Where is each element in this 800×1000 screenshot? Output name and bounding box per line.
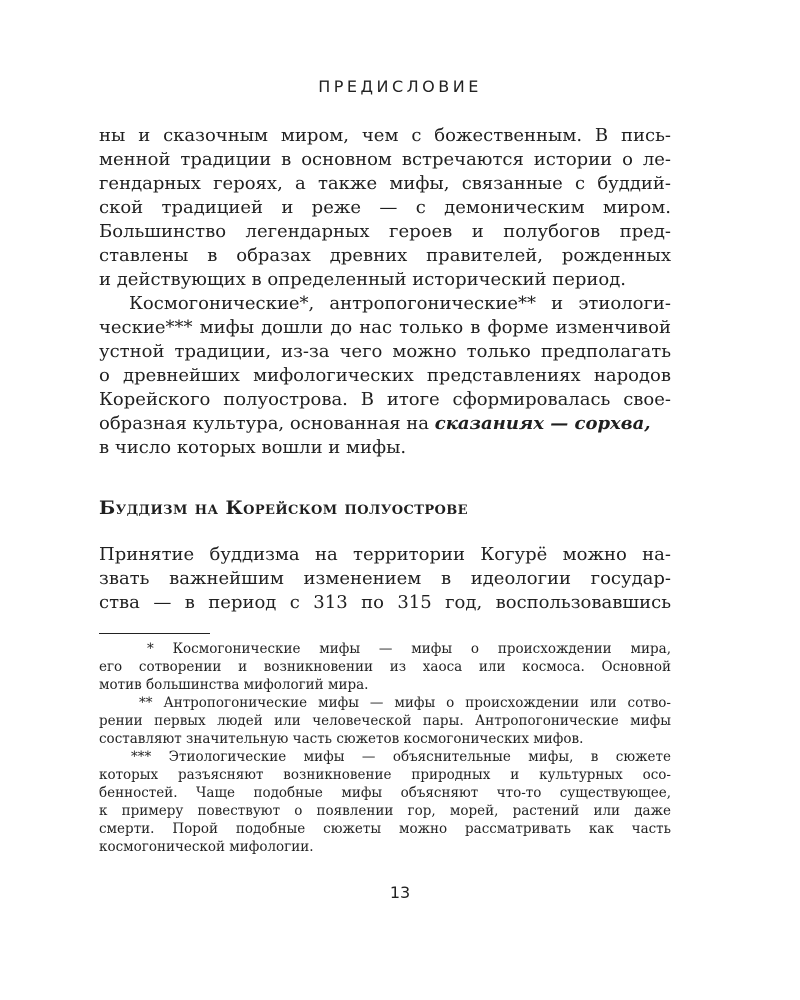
body-line: и действующих в определенный исторический период. [99, 269, 627, 290]
body-line: ческие*** мифы дошли до нас только в форме изменчивой [99, 317, 671, 338]
footnote-line: составляют значительную часть сюжетов космогонических мифов. [99, 731, 584, 747]
footnote-line: *** Этиологические мифы — объяснительные мифы, в сюжете [131, 749, 671, 765]
body-line: менной традиции в основном встречаются истории о ле- [99, 149, 671, 170]
body-line: Принятие буддизма на территории Когурё можно на- [99, 544, 671, 565]
footnote-line: мотив большинства мифологий мира. [99, 677, 369, 693]
footnote-line: смерти. Порой подобные сюжеты можно рассматривать как часть [99, 821, 671, 837]
footnote-line: рении первых людей или человеческой пары. Антропогонические мифы [99, 713, 671, 729]
body-line: Большинство легендарных героев и полубогов пред- [99, 221, 671, 242]
body-line [99, 412, 651, 436]
body-line: устной традиции, из-за чего можно только предполагать [99, 341, 671, 362]
body-line: звать важнейшим изменением в идеологии государ- [99, 568, 671, 589]
page-number: 13 [389, 883, 411, 902]
body-line: ства — в период с 313 по 315 год, воспользовавшись [99, 592, 671, 613]
footnote-line: космогонической мифологии. [99, 839, 314, 855]
body-line: в число которых вошли и мифы. [99, 437, 407, 458]
footnote-line: бенностей. Чаще подобные мифы объясняют что-то существующее, [99, 785, 671, 801]
footnote-line: * Космогонические мифы — мифы о происхождении мира, [147, 641, 671, 657]
body-text: образная культура, основанная на [99, 413, 435, 434]
body-line: Корейского полуострова. В итоге сформировалась свое- [99, 389, 671, 410]
emphasis-term: сказаниях — сорхва, [434, 413, 651, 434]
footnote-line: ** Антропогонические мифы — мифы о происхождении или сотво- [139, 695, 671, 711]
body-line: ской традицией и реже — с демоническим миром. [99, 197, 671, 218]
body-line: ны и сказочным миром, чем с божественным. В пись- [99, 125, 671, 146]
body-line: ставлены в образах древних правителей, рожденных [99, 245, 671, 266]
section-title: Буддизм на Корейском полуострове [99, 497, 468, 519]
footnote-line: его сотворении и возникновении из хаоса или космоса. Основной [99, 659, 671, 675]
body-line: о древнейших мифологических представлениях народов [99, 365, 671, 386]
body-line: Космогонические*, антропогонические** и этиологи- [129, 293, 671, 314]
body-line: гендарных героях, а также мифы, связанные с буддий- [99, 173, 671, 194]
footnote-line: которых разъясняют возникновение природных и культурных осо- [99, 767, 671, 783]
footnote-separator [99, 633, 210, 634]
running-head: ПРЕДИСЛОВИЕ [318, 77, 482, 96]
footnote-line: к примеру повествуют о появлении гор, морей, растений или даже [99, 803, 671, 819]
